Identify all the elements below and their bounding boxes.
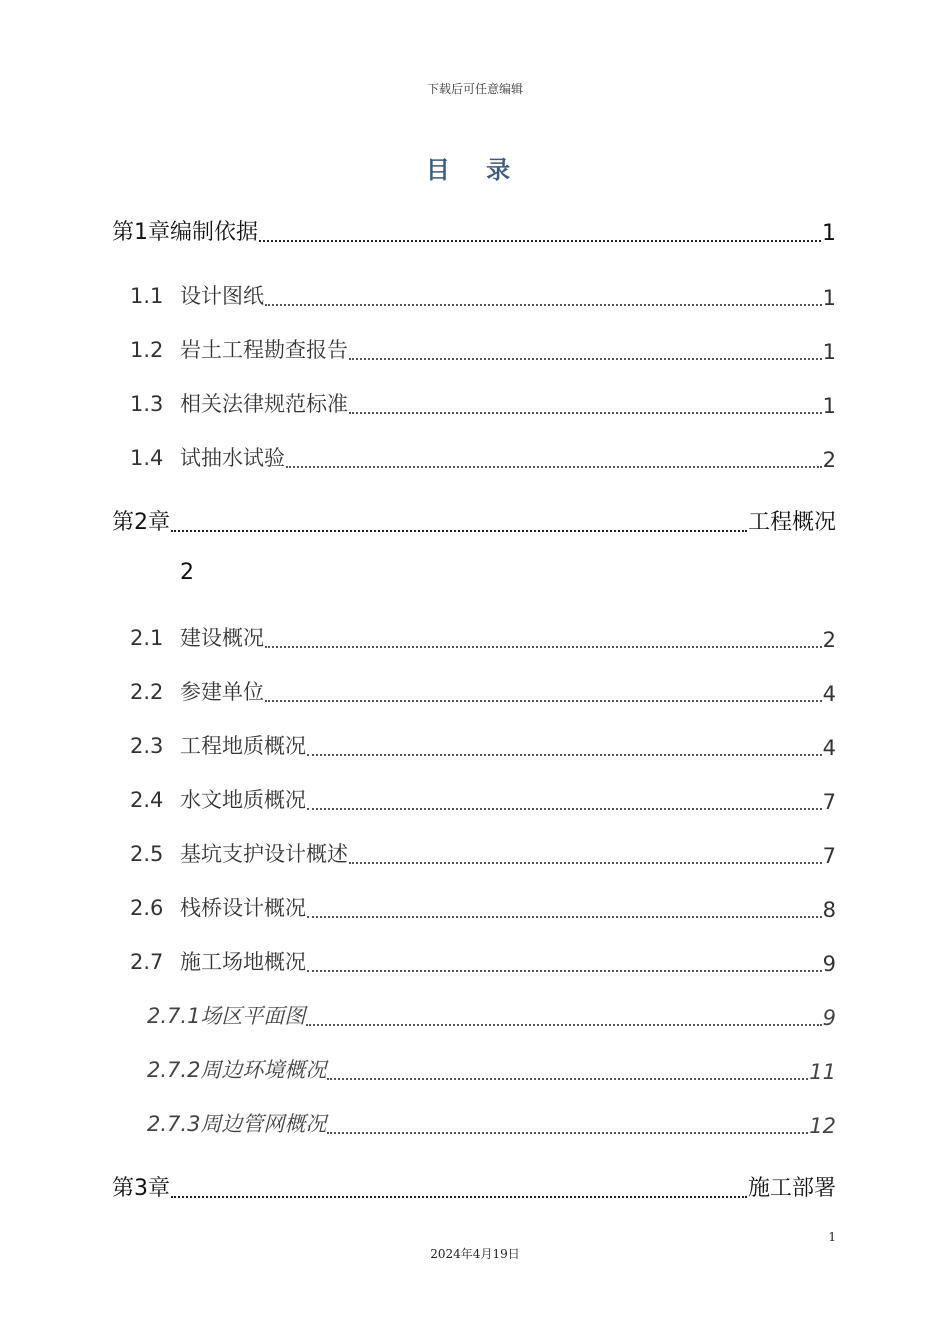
- toc-entry-2-3[interactable]: [130, 728, 836, 760]
- toc-entry-page: 4: [822, 682, 836, 706]
- toc-entry-page: 2: [180, 560, 194, 585]
- toc-entry-label: 岩土工程勘查报告: [180, 338, 348, 362]
- toc-entry-title: 工程概况: [747, 510, 836, 535]
- toc-entry-number: 2.1: [130, 626, 164, 650]
- page-number: 1: [828, 1230, 836, 1244]
- toc-entry-label: 施工场地概况: [180, 950, 306, 974]
- dot-leader: [307, 786, 822, 810]
- toc-entry-page: 1: [822, 394, 836, 418]
- dot-leader: [171, 508, 747, 532]
- toc-entry-number: 1.1: [130, 284, 164, 308]
- dot-leader: [286, 444, 822, 468]
- dot-leader: [349, 840, 822, 864]
- toc-entry-page: 1: [822, 340, 836, 364]
- toc-entry-2-5[interactable]: [130, 836, 836, 868]
- toc-entry-number: 2.5: [130, 842, 164, 866]
- dot-leader: [265, 624, 822, 648]
- toc-entry-label: 建设概况: [180, 626, 264, 650]
- toc-entry-chapter-3[interactable]: [112, 1170, 836, 1202]
- toc-entry-title: 施工部署: [747, 1176, 836, 1201]
- toc-entry-number: 1.4: [130, 446, 164, 470]
- toc-entry-2-2[interactable]: [130, 674, 836, 706]
- dot-leader: [307, 732, 822, 756]
- dot-leader: [349, 390, 822, 414]
- dot-leader: [306, 1002, 821, 1026]
- dot-leader: [327, 1056, 808, 1080]
- toc-entry-number: 2.3: [130, 734, 164, 758]
- dot-leader: [307, 948, 822, 972]
- toc-entry-2-7-3[interactable]: [147, 1106, 836, 1138]
- toc-title: 目 录: [425, 156, 525, 184]
- toc-entry-page: 2: [822, 448, 836, 472]
- toc-entry-number: 2.2: [130, 680, 164, 704]
- dot-leader: [171, 1174, 747, 1198]
- toc-entry-2-7-2[interactable]: [147, 1052, 836, 1084]
- toc-entry-2-7-1[interactable]: [147, 998, 836, 1030]
- toc-entry-page: 7: [822, 790, 836, 814]
- toc-entry-label: 水文地质概况: [180, 788, 306, 812]
- toc-entry-number: 2.6: [130, 896, 164, 920]
- toc-entry-chapter-1[interactable]: [112, 214, 836, 246]
- toc-entry-label: 设计图纸: [180, 284, 264, 308]
- toc-entry-2-6[interactable]: [130, 890, 836, 922]
- toc-entry-2-7[interactable]: [130, 944, 836, 976]
- toc-entry-page: 4: [822, 736, 836, 760]
- toc-entry-1-2[interactable]: [130, 332, 836, 364]
- toc-entry-label: 基坑支护设计概述: [180, 842, 348, 866]
- dot-leader: [265, 678, 822, 702]
- toc-entry-number: 1.2: [130, 338, 164, 362]
- dot-leader: [327, 1110, 808, 1134]
- toc-entry-page: 8: [822, 898, 836, 922]
- toc-entry-page: 1: [822, 286, 836, 310]
- toc-entry-label: 2.7.3周边管网概况: [147, 1112, 327, 1136]
- toc-entry-1-1[interactable]: [130, 278, 836, 310]
- toc-entry-label: 第1章编制依据: [112, 220, 258, 245]
- toc-entry-page: 1: [822, 221, 836, 246]
- toc-entry-page: 9: [822, 952, 836, 976]
- toc-entry-label: 2.7.2周边环境概况: [147, 1058, 327, 1082]
- toc-entry-label: 相关法律规范标准: [180, 392, 348, 416]
- toc-entry-page: 7: [822, 844, 836, 868]
- toc-entry-2-1[interactable]: [130, 620, 836, 652]
- toc-entry-page: 9: [822, 1006, 836, 1030]
- dot-leader: [307, 894, 822, 918]
- toc-entry-label: 第3章: [112, 1176, 170, 1201]
- toc-entry-label: 工程地质概况: [180, 734, 306, 758]
- toc-entry-label: 第2章: [112, 510, 170, 535]
- dot-leader: [265, 282, 822, 306]
- toc-entry-page: 11: [809, 1060, 836, 1084]
- footer-date: 2024年4月19日: [430, 1247, 520, 1261]
- toc-entry-label: 参建单位: [180, 680, 264, 704]
- toc-entry-number: 1.3: [130, 392, 164, 416]
- toc-entry-chapter-2[interactable]: [112, 504, 836, 536]
- toc-entry-label: 栈桥设计概况: [180, 896, 306, 920]
- dot-leader: [259, 218, 821, 242]
- toc-entry-number: 2.7: [130, 950, 164, 974]
- toc-entry-2-4[interactable]: [130, 782, 836, 814]
- toc-entry-label: 2.7.1场区平面图: [147, 1004, 306, 1028]
- toc-entry-number: 2.4: [130, 788, 164, 812]
- toc-entry-label: 试抽水试验: [180, 446, 285, 470]
- dot-leader: [349, 336, 822, 360]
- toc-entry-1-3[interactable]: [130, 386, 836, 418]
- page-header: 下载后可任意编辑: [426, 82, 523, 96]
- toc-entry-page: 12: [809, 1114, 836, 1138]
- toc-entry-1-4[interactable]: [130, 440, 836, 472]
- toc-entry-page: 2: [822, 628, 836, 652]
